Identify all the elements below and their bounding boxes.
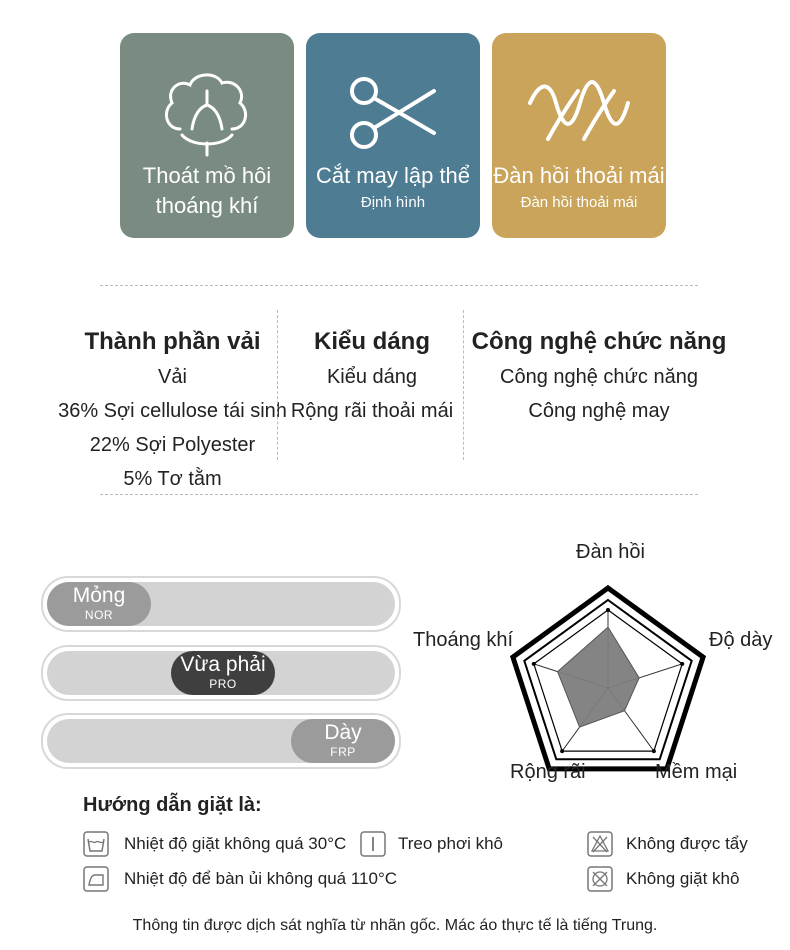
thickness-track-thick xyxy=(41,713,401,769)
thickness-track-thin xyxy=(41,576,401,632)
elastic-wave-icon xyxy=(492,51,666,161)
spec-line: Vải xyxy=(158,366,187,388)
radar-axis-end xyxy=(560,749,564,753)
thickness-pill-thick: Dày FRP xyxy=(291,719,395,763)
spec-line: 5% Tơ tằm xyxy=(123,468,222,490)
feature-card-tailoring xyxy=(306,33,480,238)
care-text: Không giặt khô xyxy=(626,869,740,888)
spec-line: 36% Sợi cellulose tái sinh xyxy=(58,400,287,422)
thickness-track-medium xyxy=(41,645,401,701)
spec-line: Kiểu dáng xyxy=(326,366,418,388)
radar-data-area xyxy=(558,627,640,727)
feature-title: Thoát mồ hôi thoáng khí xyxy=(142,163,272,218)
care-text: Không được tẩy xyxy=(626,834,748,853)
iron-low-icon xyxy=(83,866,109,892)
care-title: Hướng dẫn giặt là: xyxy=(83,794,262,816)
radar-label-elastic: Đàn hồi xyxy=(576,541,645,563)
radar-label-loose: Rộng rãi xyxy=(510,761,586,783)
scissors-icon xyxy=(306,51,480,161)
no-bleach-icon xyxy=(587,831,613,857)
radar-axis-end xyxy=(606,608,610,612)
feature-card-elastic xyxy=(492,33,666,238)
care-text: Nhiệt độ để bàn ủi không quá 110°C xyxy=(124,869,398,888)
cotton-icon xyxy=(120,51,294,161)
care-text: Nhiệt độ giặt không quá 30°C xyxy=(124,834,347,853)
wash-30-icon xyxy=(83,831,109,857)
feature-subtitle: Đàn hồi thoải mái xyxy=(520,194,638,211)
thickness-pill-medium-selected: Vừa phải PRO xyxy=(171,651,275,695)
feature-title: Đàn hồi thoải mái xyxy=(493,163,665,188)
hang-dry-icon xyxy=(360,831,386,857)
divider xyxy=(463,310,464,460)
divider xyxy=(277,310,278,460)
radar-label-breathable: Thoáng khí xyxy=(413,629,514,651)
radar-axis-end xyxy=(532,662,536,666)
spec-fabric xyxy=(40,324,305,496)
spec-style-title: Kiểu dáng xyxy=(313,328,430,355)
radar-axis-end xyxy=(680,662,684,666)
divider xyxy=(100,285,698,286)
spec-fabric-title: Thành phần vải xyxy=(84,328,261,355)
footer-note: Thông tin được dịch sát nghĩa từ nhãn gốc. Mác áo thực tế là tiếng Trung. xyxy=(132,917,658,934)
feature-card-breathable xyxy=(120,33,294,238)
thickness-pill-thin: Mỏng NOR xyxy=(47,582,151,626)
spec-tech-title: Công nghệ chức năng xyxy=(471,328,727,355)
radar-axis-end xyxy=(652,749,656,753)
spec-style xyxy=(282,324,462,428)
divider xyxy=(100,494,698,495)
spec-line: Công nghệ may xyxy=(528,400,670,422)
feature-subtitle: Định hình xyxy=(360,194,426,211)
spec-line: Công nghệ chức năng xyxy=(500,366,698,388)
spec-line: Rộng rãi thoải mái xyxy=(290,400,454,422)
care-text: Treo phơi khô xyxy=(398,834,504,853)
feature-title: Cắt may lập thể xyxy=(315,163,471,188)
radar-label-softness: Mềm mại xyxy=(655,761,738,783)
radar-label-thickness: Độ dày xyxy=(709,629,773,651)
no-dry-clean-icon xyxy=(587,866,613,892)
spec-line: 22% Sợi Polyester xyxy=(89,434,256,456)
spec-tech xyxy=(470,324,728,428)
